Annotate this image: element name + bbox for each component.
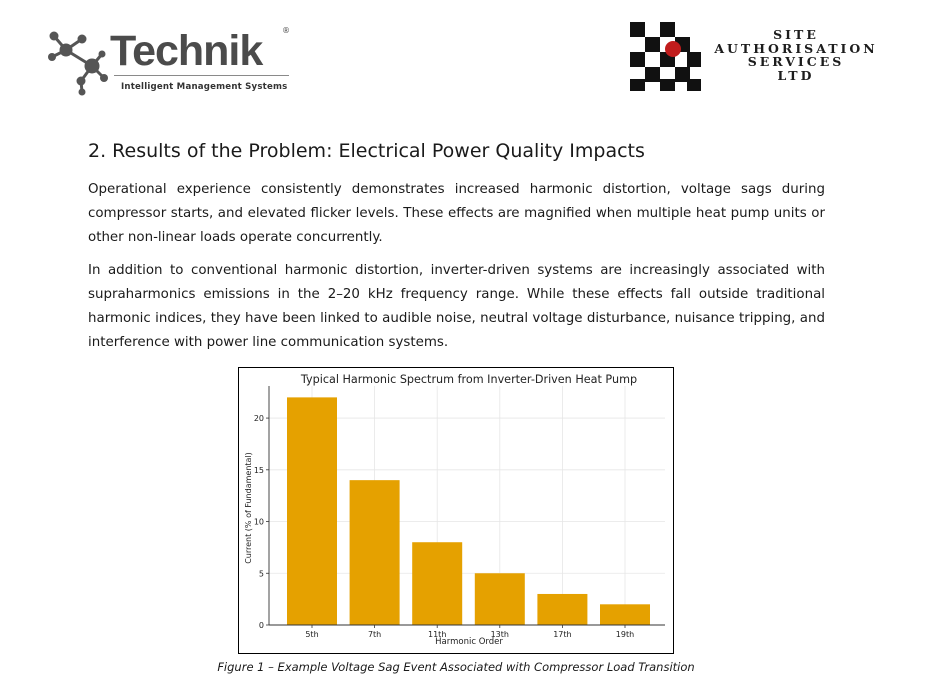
x-tick-label: 13th — [490, 630, 509, 639]
section-heading: 2. Results of the Problem: Electrical Power Quality Impacts — [88, 140, 645, 162]
chart-title: Typical Harmonic Spectrum from Inverter-Driven Heat Pump — [300, 373, 638, 386]
bar-13th — [475, 573, 525, 625]
y-tick-label: 20 — [253, 414, 264, 424]
x-tick-label: 17th — [553, 630, 572, 639]
x-tick-label: 11th — [428, 630, 447, 639]
site-authorisation-logo — [630, 22, 890, 94]
bar-7th — [350, 480, 400, 625]
y-tick-label: 0 — [258, 621, 264, 630]
site-line: SITE — [773, 27, 819, 42]
site-line: AUTHORISATION — [714, 40, 878, 56]
x-tick-label: 19th — [615, 630, 635, 639]
y-tick-label: 5 — [258, 569, 264, 579]
figure-caption: Figure 1 – Example Voltage Sag Event Associated with Compressor Load Transition — [217, 660, 695, 674]
x-tick-label: 7th — [367, 630, 382, 639]
x-axis-label: Harmonic Order — [435, 637, 503, 647]
y-tick-label: 15 — [253, 465, 264, 475]
technik-wordmark: Technik — [110, 27, 263, 75]
checkerboard-icon — [630, 22, 702, 94]
paragraph: In addition to conventional harmonic distortion, inverter-driven systems are increasingly associated with supraharmonics emissions in the 2–20 kHz frequency range. While these effects fall outside traditional harmonic indices, they have been linked to audible noise, neutral voltage disturbance, nuisance tripping, and interference with power line communication systems. — [88, 263, 825, 350]
site-line: LTD — [777, 67, 815, 83]
bar-11th — [412, 542, 462, 625]
chart-svg — [239, 368, 673, 653]
site-line: SERVICES — [747, 54, 845, 70]
y-tick-label: 10 — [253, 517, 264, 527]
bar-17th — [537, 594, 587, 625]
technik-divider — [114, 75, 289, 76]
bar-19th — [600, 604, 650, 625]
x-tick-label: 5th — [305, 630, 319, 639]
technik-logo — [44, 26, 304, 100]
bar-5th — [287, 397, 337, 625]
molecule-icon — [44, 26, 114, 100]
y-axis-label: Current (% of Fundamental) — [244, 452, 253, 564]
technik-tagline: Intelligent Management Systems — [121, 82, 288, 92]
red-dot-icon — [665, 41, 681, 57]
site-authorisation-text — [708, 28, 884, 82]
paragraph: Operational experience consistently demonstrates increased harmonic distortion, voltage sags during compressor starts, and elevated flicker levels. These effects are magnified when multiple heat pump units or other non-linear loads operate concurrently. — [88, 182, 825, 245]
harmonic-chart — [238, 367, 674, 654]
registered-mark: ® — [282, 26, 290, 35]
